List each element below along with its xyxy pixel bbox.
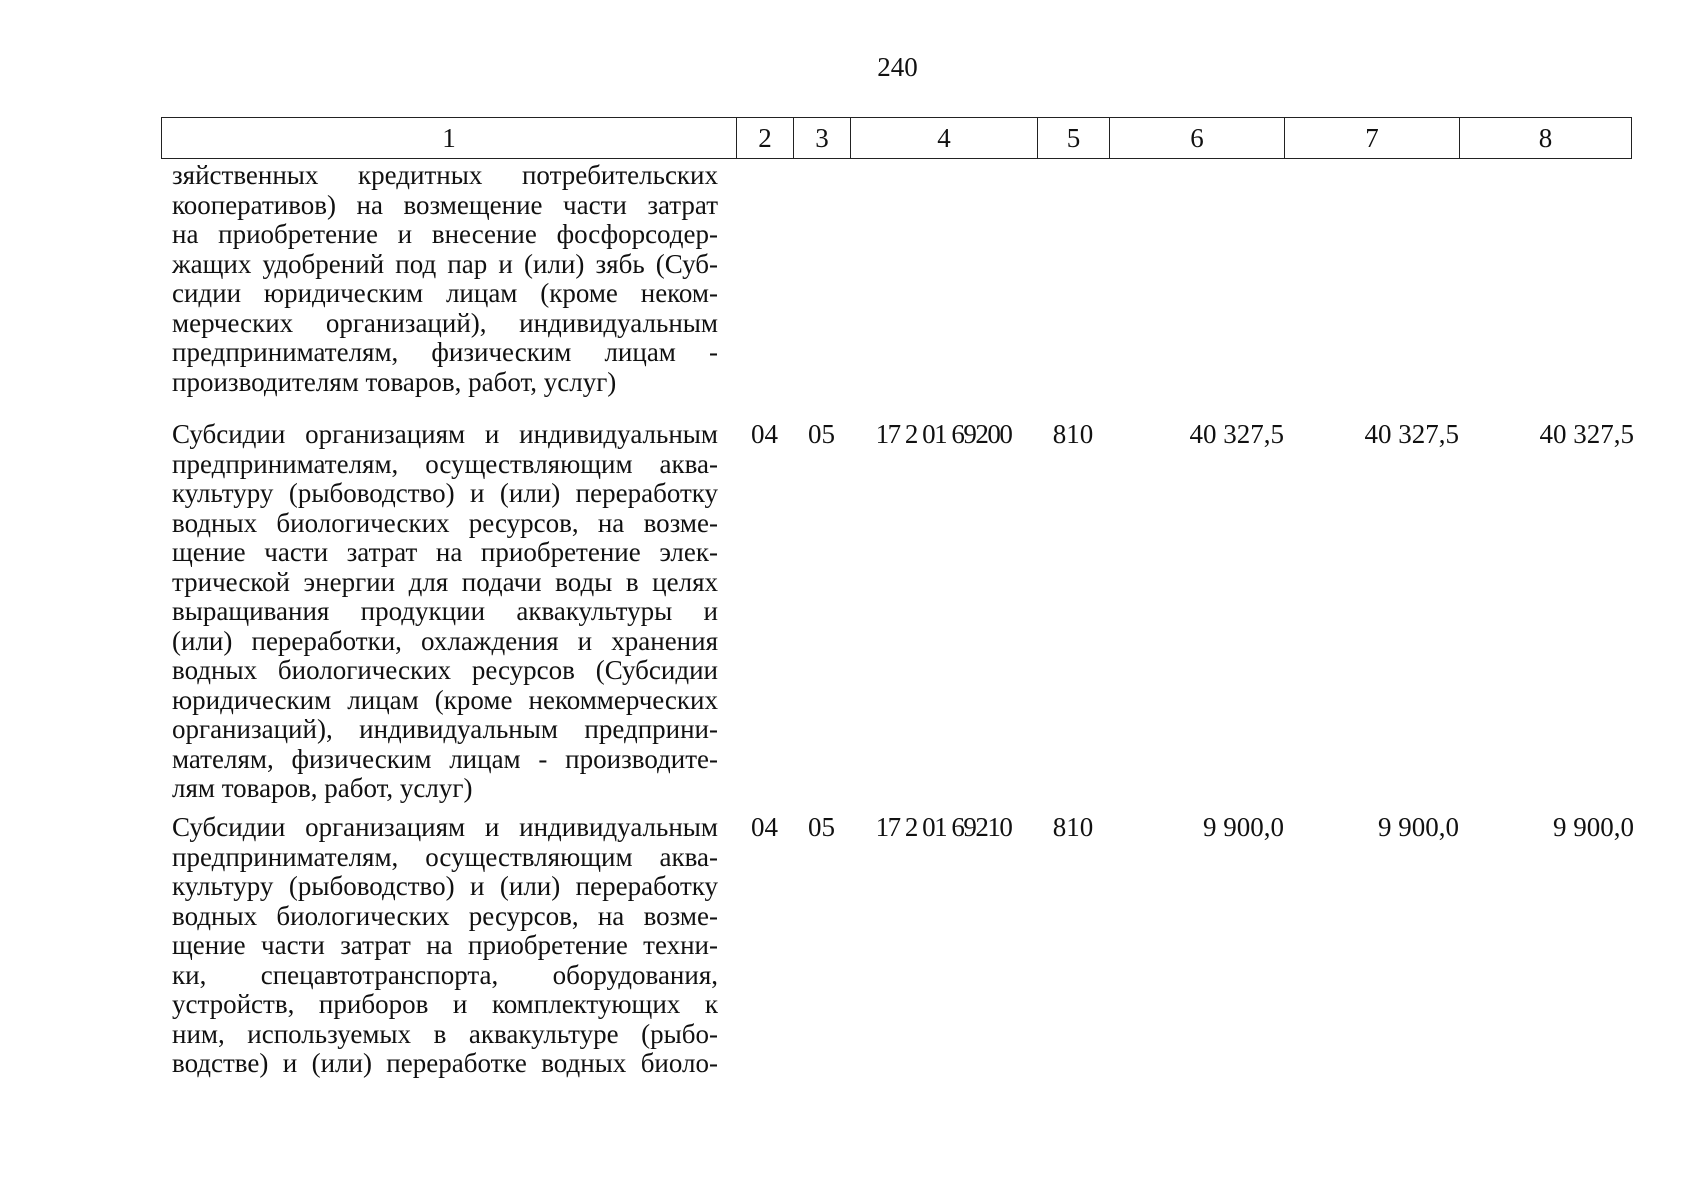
description-line: организаций), индивидуальным предприни- bbox=[172, 714, 718, 744]
description-line: предпринимателям, физическим лицам - bbox=[172, 337, 718, 367]
description-line: предпринимателям, осуществляющим аква- bbox=[172, 841, 718, 872]
description-line: мерческих организаций), индивидуальным bbox=[172, 307, 718, 338]
page-number: 240 bbox=[877, 52, 918, 82]
column-header-1: 1 bbox=[162, 118, 737, 159]
row-description bbox=[172, 420, 718, 804]
cell-amount-6: 40 327,5 bbox=[1189, 419, 1284, 449]
column-header-7: 7 bbox=[1285, 118, 1460, 159]
description-line: кооперативов) на возмещение части затрат bbox=[172, 189, 718, 220]
cell-amount-6: 9 900,0 bbox=[1203, 812, 1284, 842]
column-header-table bbox=[161, 117, 1632, 159]
description-line: мателям, физическим лицам - производите- bbox=[172, 743, 718, 774]
cell-amount-7: 40 327,5 bbox=[1364, 419, 1459, 449]
description-line: выращивания продукции аквакультуры и bbox=[172, 596, 718, 626]
column-header-2: 2 bbox=[737, 118, 794, 159]
cell-expense-type: 810 bbox=[1052, 812, 1094, 842]
description-line: предпринимателям, осуществляющим аква- bbox=[172, 448, 718, 479]
description-line: Субсидии организациям и индивидуальным bbox=[172, 419, 718, 449]
column-number-row bbox=[162, 118, 1632, 159]
description-line: лям товаров, работ, услуг) bbox=[172, 773, 473, 803]
description-line: производителям товаров, работ, услуг) bbox=[172, 366, 617, 397]
description-line: (или) переработки, охлаждения и хранения bbox=[172, 625, 718, 656]
row-description bbox=[172, 161, 718, 397]
description-line: ки, спецавтотранспорта, оборудования, bbox=[172, 959, 718, 990]
description-line: щение части затрат на приобретение элек- bbox=[172, 537, 718, 567]
description-line: на приобретение и внесение фосфорсодер- bbox=[172, 219, 718, 249]
description-line: щение части затрат на приобретение техни- bbox=[172, 930, 718, 960]
description-line: культуру (рыбоводство) и (или) переработку bbox=[172, 478, 718, 508]
description-line: ним, используемых в аквакультуре (рыбо- bbox=[172, 1018, 718, 1049]
column-header-6: 6 bbox=[1110, 118, 1285, 159]
cell-subsection: 05 bbox=[808, 812, 835, 842]
cell-amount-8: 40 327,5 bbox=[1539, 419, 1634, 449]
cell-section: 04 bbox=[751, 812, 778, 842]
cell-expense-type: 810 bbox=[1052, 419, 1094, 449]
description-line: жащих удобрений под пар и (или) зябь (Суб- bbox=[172, 248, 718, 279]
row-description bbox=[172, 813, 718, 1079]
description-line: трической энергии для подачи воды в целях bbox=[172, 566, 718, 597]
column-header-4: 4 bbox=[851, 118, 1038, 159]
description-line: водстве) и (или) переработке водных биоло- bbox=[172, 1048, 718, 1078]
description-line: культуру (рыбоводство) и (или) переработку bbox=[172, 871, 718, 901]
description-line: сидии юридическим лицам (кроме неком- bbox=[172, 278, 718, 308]
description-line: водных биологических ресурсов (Субсидии bbox=[172, 655, 718, 685]
cell-amount-8: 9 900,0 bbox=[1553, 812, 1634, 842]
cell-amount-7: 9 900,0 bbox=[1378, 812, 1459, 842]
description-line: водных биологических ресурсов, на возме- bbox=[172, 507, 718, 538]
cell-target-article: 17 2 01 69200 bbox=[875, 419, 1012, 449]
column-header-3: 3 bbox=[794, 118, 851, 159]
description-line: юридическим лицам (кроме некоммерческих bbox=[172, 684, 718, 715]
description-line: Субсидии организациям и индивидуальным bbox=[172, 812, 718, 842]
cell-subsection: 05 bbox=[808, 419, 835, 449]
cell-target-article: 17 2 01 69210 bbox=[875, 812, 1012, 842]
description-line: устройств, приборов и комплектующих к bbox=[172, 989, 718, 1019]
description-line: зяйственных кредитных потребительских bbox=[172, 160, 718, 190]
description-line: водных биологических ресурсов, на возме- bbox=[172, 900, 718, 931]
column-header-5: 5 bbox=[1038, 118, 1110, 159]
column-header-8: 8 bbox=[1460, 118, 1632, 159]
cell-section: 04 bbox=[751, 419, 778, 449]
